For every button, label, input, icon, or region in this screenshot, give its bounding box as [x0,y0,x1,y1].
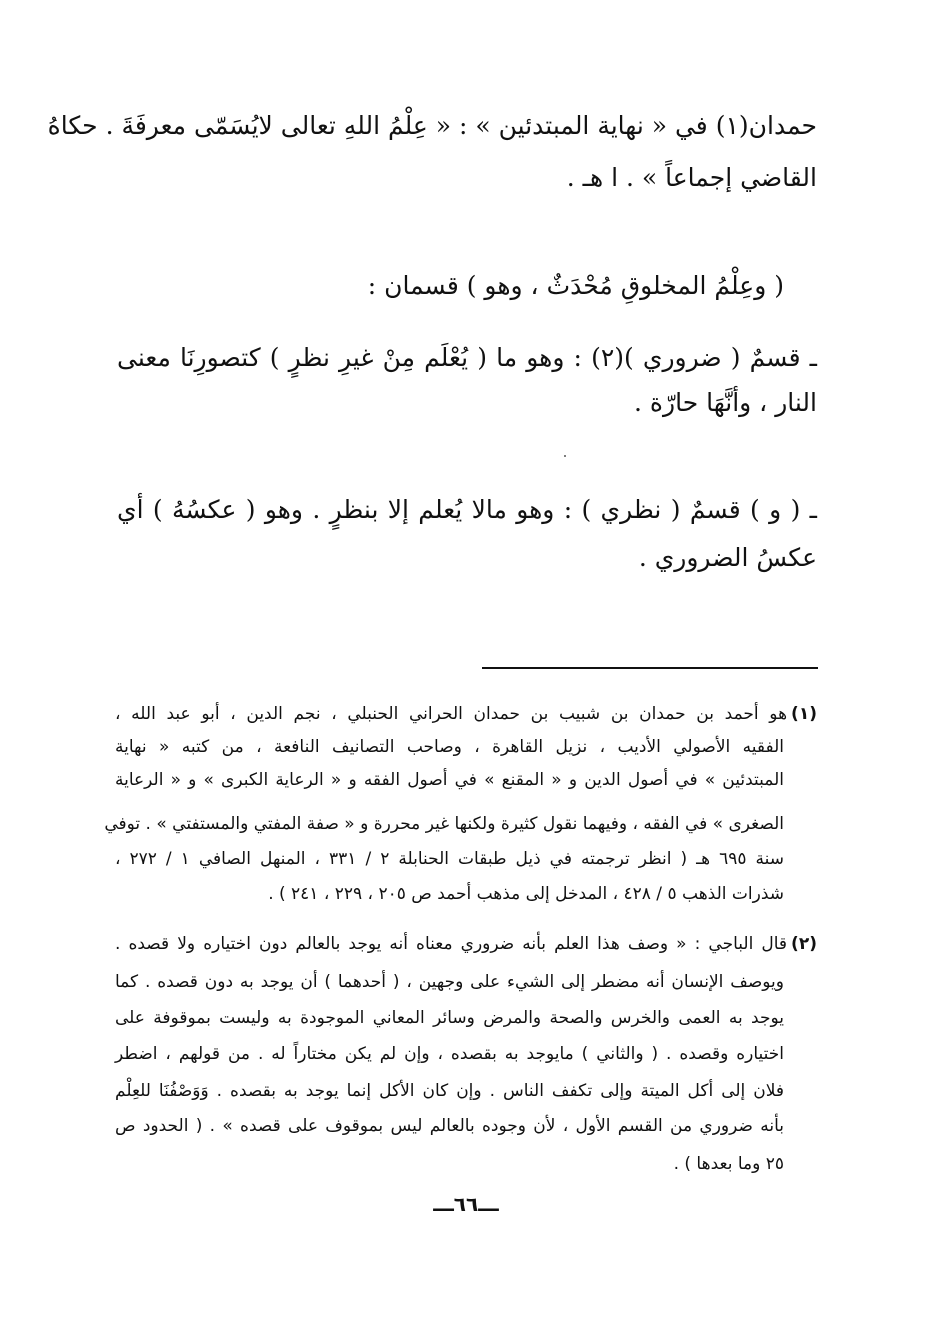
footnote-separator [482,667,818,669]
footnote-2-line-2: ويوصف الإنسان أنه مضطر إلى الشيء على وجهين ، ( أحدهما ) أن يوجد به دون قصده . كما [115,972,784,992]
footnote-1-line-1 [115,700,817,728]
footnote-1-line-5: سنة ٦٩٥ هـ ( انظر ترجمته في ذيل طبقات الحنابلة ٢ / ٣٣١ ، المنهل الصافي ١ / ٢٧٢ ، [115,849,784,869]
main-text-line-7: عكسُ الضروري . [638,543,817,572]
page-number: ـــ٦٦ـــ [433,1192,499,1216]
main-text-line-2: القاضي إجماعاً » . ا هـ . [566,163,817,192]
scan-speck [564,455,566,457]
footnote-1-text: هو أحمد بن حمدان بن شبيب بن حمدان الحراني الحنبلي ، نجم الدين ، أبو عبد الله ، [115,704,788,724]
footnote-1-line-4: الصغرى » في الفقه ، وفيهما نقول كثيرة ولكنها غير محررة و « صفة المفتي والمستفتي » . توفي [104,814,784,834]
footnote-2-line-6: بأنه ضروري من القسم الأول ، لأن وجوده بالعالم ليس بموقوف على قصده » . ( الحدود ص [115,1116,784,1136]
footnote-2-line-5: فلان إلى أكل الميتة وإلى تكفف الناس . وإن كان الأكل إنما يوجد به بقصده . وَوَصْفُنَا للعِلْم [115,1081,784,1101]
footnote-2-line-4: اختياره وقصده . ( والثاني ) مايوجد به بقصده ، وإن لم يكن مختاراً له . من قولهم ، اضطر [115,1044,784,1064]
main-text-line-4: ـ قسمٌ ( ضروري )(٢) : وهو ما ( يُعْلَم مِنْ غيرِ نظرٍ ) كتصورِنَا معنى [117,343,818,372]
footnote-2-line-7: ٢٥ وما بعدها ) . [673,1154,784,1174]
footnote-1-line-3: المبتدئين » في أصول الدين و « المقنع » في أصول الفقه و « الرعاية الكبرى » و « الرعاية [115,770,784,790]
main-text-line-3: ( وعِلْمُ المخلوقِ مُحْدَثٌ ، وهو ) قسمان : [367,271,784,300]
footnote-2-line-1 [115,930,817,958]
footnote-2-line-3: يوجد به العمى والخرس والصحة والمرض وسائر المعاني الموجودة به وليست بموقوفة على [115,1008,784,1028]
main-text-line-5: النار ، وأنَّهَا حارّة . [634,388,817,417]
main-text-line-1: حمدان(١) في « نهاية المبتدئين » : « عِلْمُ اللهِ تعالى لايُسَمّى معرفَةَ . حكاهُ [47,111,817,140]
footnote-2-marker: (٢) [791,934,817,954]
footnote-1-line-2: الفقيه الأصولي الأديب ، نزيل القاهرة ، وصاحب التصانيف النافعة ، من كتبه « نهاية [115,737,784,757]
footnote-1-marker: (١) [791,704,817,724]
footnote-2-text: قال الباجي : « وصف هذا العلم بأنه ضروري معناه أنه يوجد بالعالم دون اختياره ولا قصده . [115,934,788,954]
footnote-1-line-6: شذرات الذهب ٥ / ٤٢٨ ، المدخل إلى مذهب أحمد ص ٢٠٥ ، ٢٢٩ ، ٢٤١ ) . [268,884,784,904]
main-text-line-6: ـ ( و ) قسمٌ ( نظري ) : وهو مالا يُعلم إلا بنظرٍ . وهو ( عكسُهُ ) أي [117,495,817,524]
